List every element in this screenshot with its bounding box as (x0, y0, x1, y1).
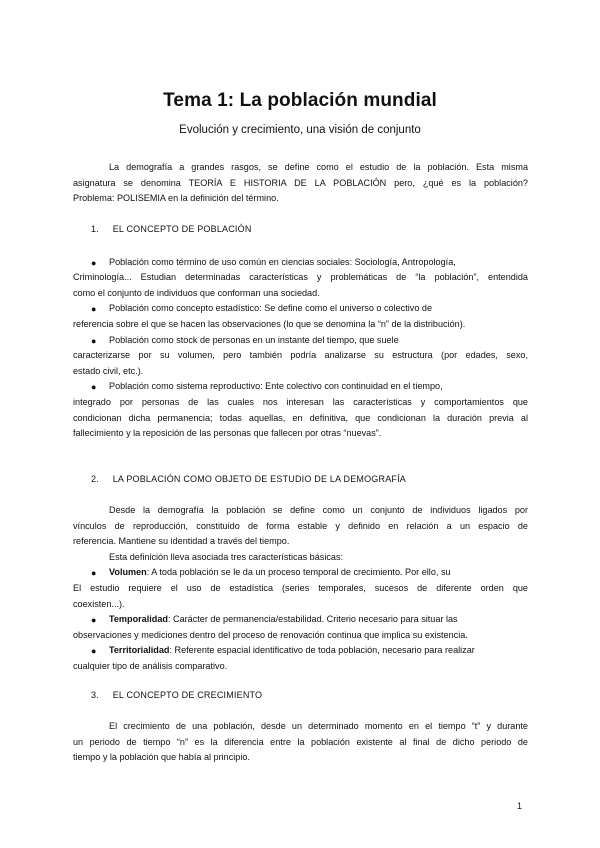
bullet-icon: ● (91, 258, 97, 268)
bullet-continuation (73, 581, 528, 612)
section-number: 3. (91, 690, 99, 700)
paragraph-line: referencia. Mantiene su identidad a través del tiempo. (73, 536, 290, 547)
page-subtitle: Evolución y crecimiento, una visión de conjunto (179, 124, 421, 136)
bullet-continuation (73, 270, 528, 301)
bullet-text: : Carácter de permanencia/estabilidad. Criterio necesario para situar las (167, 614, 458, 624)
bullet-icon: ● (91, 568, 97, 578)
bullet-line (109, 643, 528, 659)
bullet-text: : A toda población se le da un proceso temporal de crecimiento. Por ello, su (146, 567, 451, 577)
section-number: 1. (91, 224, 99, 234)
section-title: EL CONCEPTO DE POBLACIÓN (112, 224, 252, 234)
bullet-continuation (73, 395, 528, 442)
page-number: 1 (517, 801, 523, 811)
bullet-icon: ● (91, 382, 97, 392)
bullet-item (109, 301, 528, 317)
bullet-line: caracterizarse por su volumen, pero también podría analizarse su estructura (por edades, sexo, (73, 350, 528, 360)
paragraph-line: El crecimiento de una población, desde un determinado momento en el tiempo “t” y durante (109, 721, 528, 731)
bullet-item (109, 565, 528, 581)
bullet-line: Población como stock de personas en un instante del tiempo, que suele (109, 335, 399, 345)
section-2-heading (91, 474, 406, 484)
bullet-line: referencia sobre el que se hacen las observaciones (lo que se denomina la “n” de la distribución). (73, 319, 466, 329)
intro-line: La demografía a grandes rasgos, se define como el estudio de la población. Esta misma (109, 162, 528, 172)
bullet-item (109, 333, 528, 349)
bullet-line (109, 565, 528, 581)
paragraph-line: Desde la demografía la población se define como un conjunto de individuos ligados por (109, 505, 528, 515)
page-title: Tema 1: La población mundial (163, 90, 437, 111)
bullet-continuation (73, 317, 528, 333)
bullet-icon: ● (91, 615, 97, 625)
bullet-term: Territorialidad (109, 645, 170, 655)
intro-line: Problema: POLISEMIA en la definición del término. (73, 193, 279, 204)
section-1-heading (91, 224, 252, 234)
bullet-line: El estudio requiere el uso de estadística (series temporales, sucesos de diferente orden que (73, 583, 528, 593)
bullet-line: estado civil, etc.). (73, 365, 144, 376)
bullet-line: Criminología... Estudian determinadas características y problemáticas de “la población”, entendida (73, 272, 528, 282)
bullet-line: Población como sistema reproductivo: Ente colectivo con continuidad en el tiempo, (109, 381, 443, 391)
section-title: LA POBLACIÓN COMO OBJETO DE ESTUDIO DE LA DEMOGRAFÍA (112, 474, 406, 484)
section-title: EL CONCEPTO DE CRECIMIENTO (112, 690, 263, 700)
intro-line: asignatura se denomina TEORÍA E HISTORIA DE LA POBLACIÓN pero, ¿qué es la población? (73, 177, 528, 188)
bullet-line: condicionan dicha permanencia; todas aquellas, en definitiva, que condicionan la duración previa al (73, 412, 528, 423)
section-3-heading (91, 690, 262, 700)
paragraph-line: un periodo de tiempo “n” es la diferencia entre la población existente al final de dicho periodo de (73, 736, 528, 747)
bullet-text: : Referente espacial identificativo de toda población, necesario para realizar (169, 645, 475, 655)
bullet-term: Volumen (109, 567, 147, 577)
bullet-line: observaciones y mediciones dentro del proceso de renovación continua que implica su existencia. (73, 630, 468, 640)
bullet-line (109, 612, 528, 628)
bullet-icon: ● (91, 646, 97, 656)
bullet-line: Población como término de uso común en ciencias sociales: Sociología, Antropología, (109, 257, 456, 267)
bullet-line: Población como concepto estadístico: Se define como el universo o colectivo de (109, 303, 433, 313)
bullet-continuation (73, 348, 528, 379)
bullet-continuation (73, 628, 528, 644)
bullet-item (109, 379, 528, 395)
bullet-item (109, 255, 528, 271)
bullet-item (109, 643, 528, 659)
section-2-paragraph (73, 503, 528, 565)
bullet-line: como el conjunto de individuos que conforman una sociedad. (73, 287, 320, 298)
bullet-line: cualquier tipo de análisis comparativo. (73, 661, 228, 671)
bullet-line: fallecimiento y la reposición de las personas que fallecen por otras “nuevas”. (73, 428, 382, 439)
bullet-icon: ● (91, 336, 97, 346)
paragraph-line: Esta definición lleva asociada tres características básicas: (109, 551, 344, 562)
section-3-paragraph (73, 719, 528, 766)
bullet-line: coexisten...). (73, 598, 125, 609)
paragraph-line: tiempo y la población que había al principio. (73, 752, 250, 763)
bullet-continuation (73, 659, 528, 675)
intro-paragraph (73, 160, 528, 207)
section-number: 2. (91, 474, 99, 484)
bullet-item (109, 612, 528, 628)
bullet-term: Temporalidad (109, 614, 168, 624)
bullet-icon: ● (91, 304, 97, 314)
paragraph-line: vínculos de reproducción, constituido de forma estable y definido en relación a un espacio de (73, 520, 528, 531)
bullet-line: integrado por personas de las cuales nos interesan las características y comportamientos que (73, 397, 528, 407)
